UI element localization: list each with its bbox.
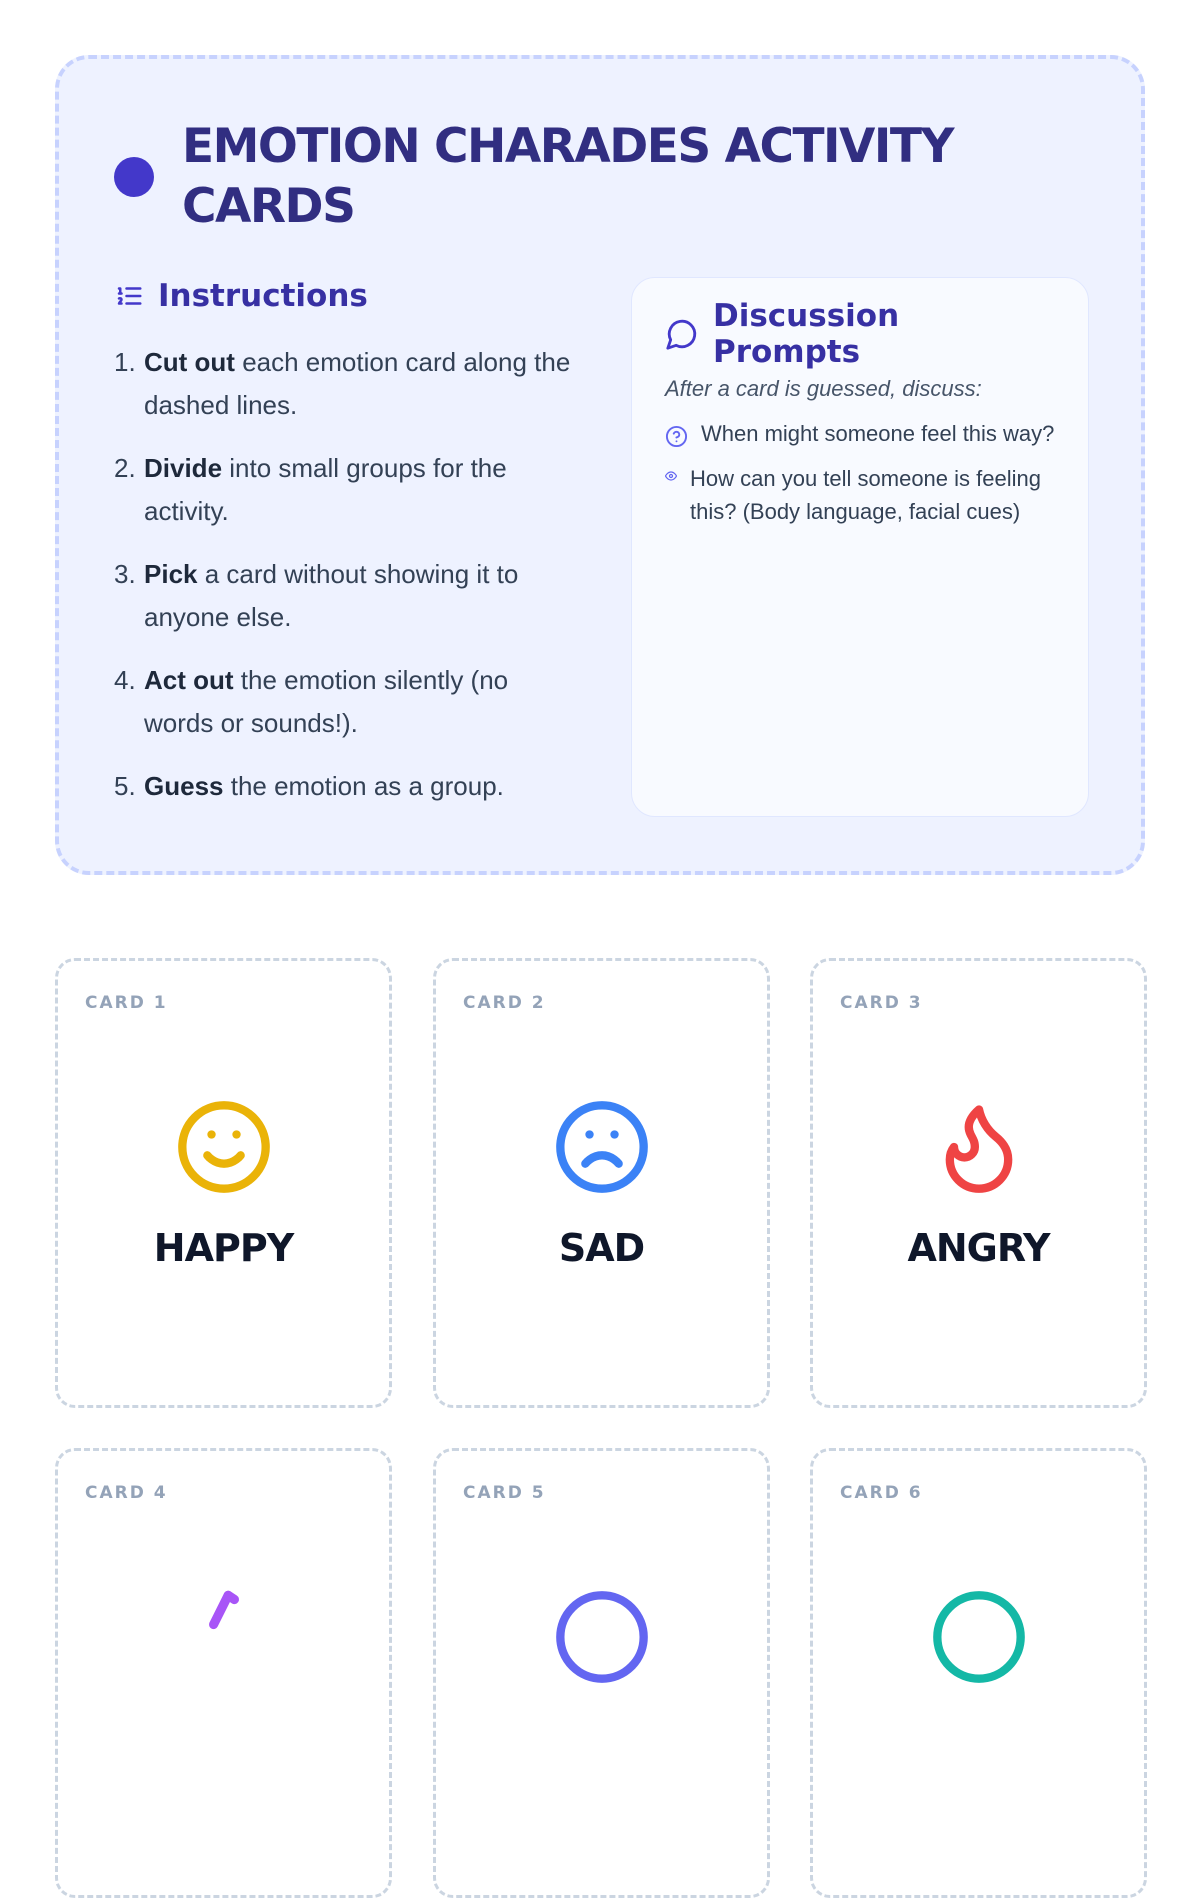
- discussion-prompt: [665, 417, 1055, 450]
- card-emotion-word: HAPPY: [153, 1226, 294, 1270]
- emotion-card: [810, 958, 1147, 1408]
- discussion-prompt-text: When might someone feel this way?: [701, 421, 1055, 446]
- emotion-card: [433, 958, 770, 1408]
- discussion-heading-label: Discussion Prompts: [713, 298, 900, 370]
- discussion-prompts-card: [631, 277, 1089, 817]
- card-label: CARD 2: [463, 993, 546, 1013]
- partial-teal-icon: [929, 1587, 1029, 1687]
- instructions-heading-label: Instructions: [158, 278, 368, 314]
- card-label: CARD 5: [463, 1483, 546, 1503]
- discussion-prompt-text: How can you tell someone is feeling this? (Body language, facial cues): [690, 466, 1041, 524]
- frown-face-icon: [552, 1097, 652, 1197]
- message-circle-icon: [665, 317, 699, 351]
- instruction-step: 2. Divide into small groups for the activity.: [114, 453, 507, 526]
- card-label: CARD 3: [840, 993, 923, 1013]
- flame-icon: [929, 1097, 1029, 1197]
- instruction-step: 4. Act out the emotion silently (no words or sounds!).: [114, 665, 509, 738]
- smile-face-icon: [174, 1097, 274, 1197]
- card-emotion-word: SAD: [558, 1226, 645, 1270]
- emotion-card: [810, 1448, 1147, 1898]
- instructions-heading: [114, 276, 584, 316]
- card-label: CARD 4: [85, 1483, 168, 1503]
- help-circle-icon: [665, 425, 688, 448]
- card-label: CARD 1: [85, 993, 168, 1013]
- discussion-heading: [665, 298, 1055, 370]
- discussion-intro: After a card is guessed, discuss:: [665, 376, 982, 401]
- title-row: [114, 117, 1081, 237]
- page-title: EMOTION CHARADES ACTIVITY CARDS: [182, 119, 954, 234]
- instructions-panel: [55, 55, 1145, 875]
- emotion-card: [55, 1448, 392, 1898]
- emotion-card: [433, 1448, 770, 1898]
- card-label: CARD 6: [840, 1483, 923, 1503]
- partial-indigo-icon: [552, 1587, 652, 1687]
- emotion-card: [55, 958, 392, 1408]
- instruction-step: 1. Cut out each emotion card along the dashed lines.: [114, 347, 571, 420]
- card-emotion-word: ANGRY: [907, 1226, 1050, 1270]
- instruction-step: 5. Guess the emotion as a group.: [114, 771, 504, 801]
- title-bullet-dot: [114, 157, 154, 197]
- instructions-steps: [114, 341, 584, 808]
- discussion-prompt: [665, 462, 1055, 528]
- instructions-section: [114, 276, 584, 828]
- partial-purple-icon: [174, 1587, 274, 1687]
- instruction-step: 3. Pick a card without showing it to anyone else.: [114, 559, 519, 632]
- eye-icon: [665, 470, 677, 482]
- list-ordered-icon: [114, 281, 144, 311]
